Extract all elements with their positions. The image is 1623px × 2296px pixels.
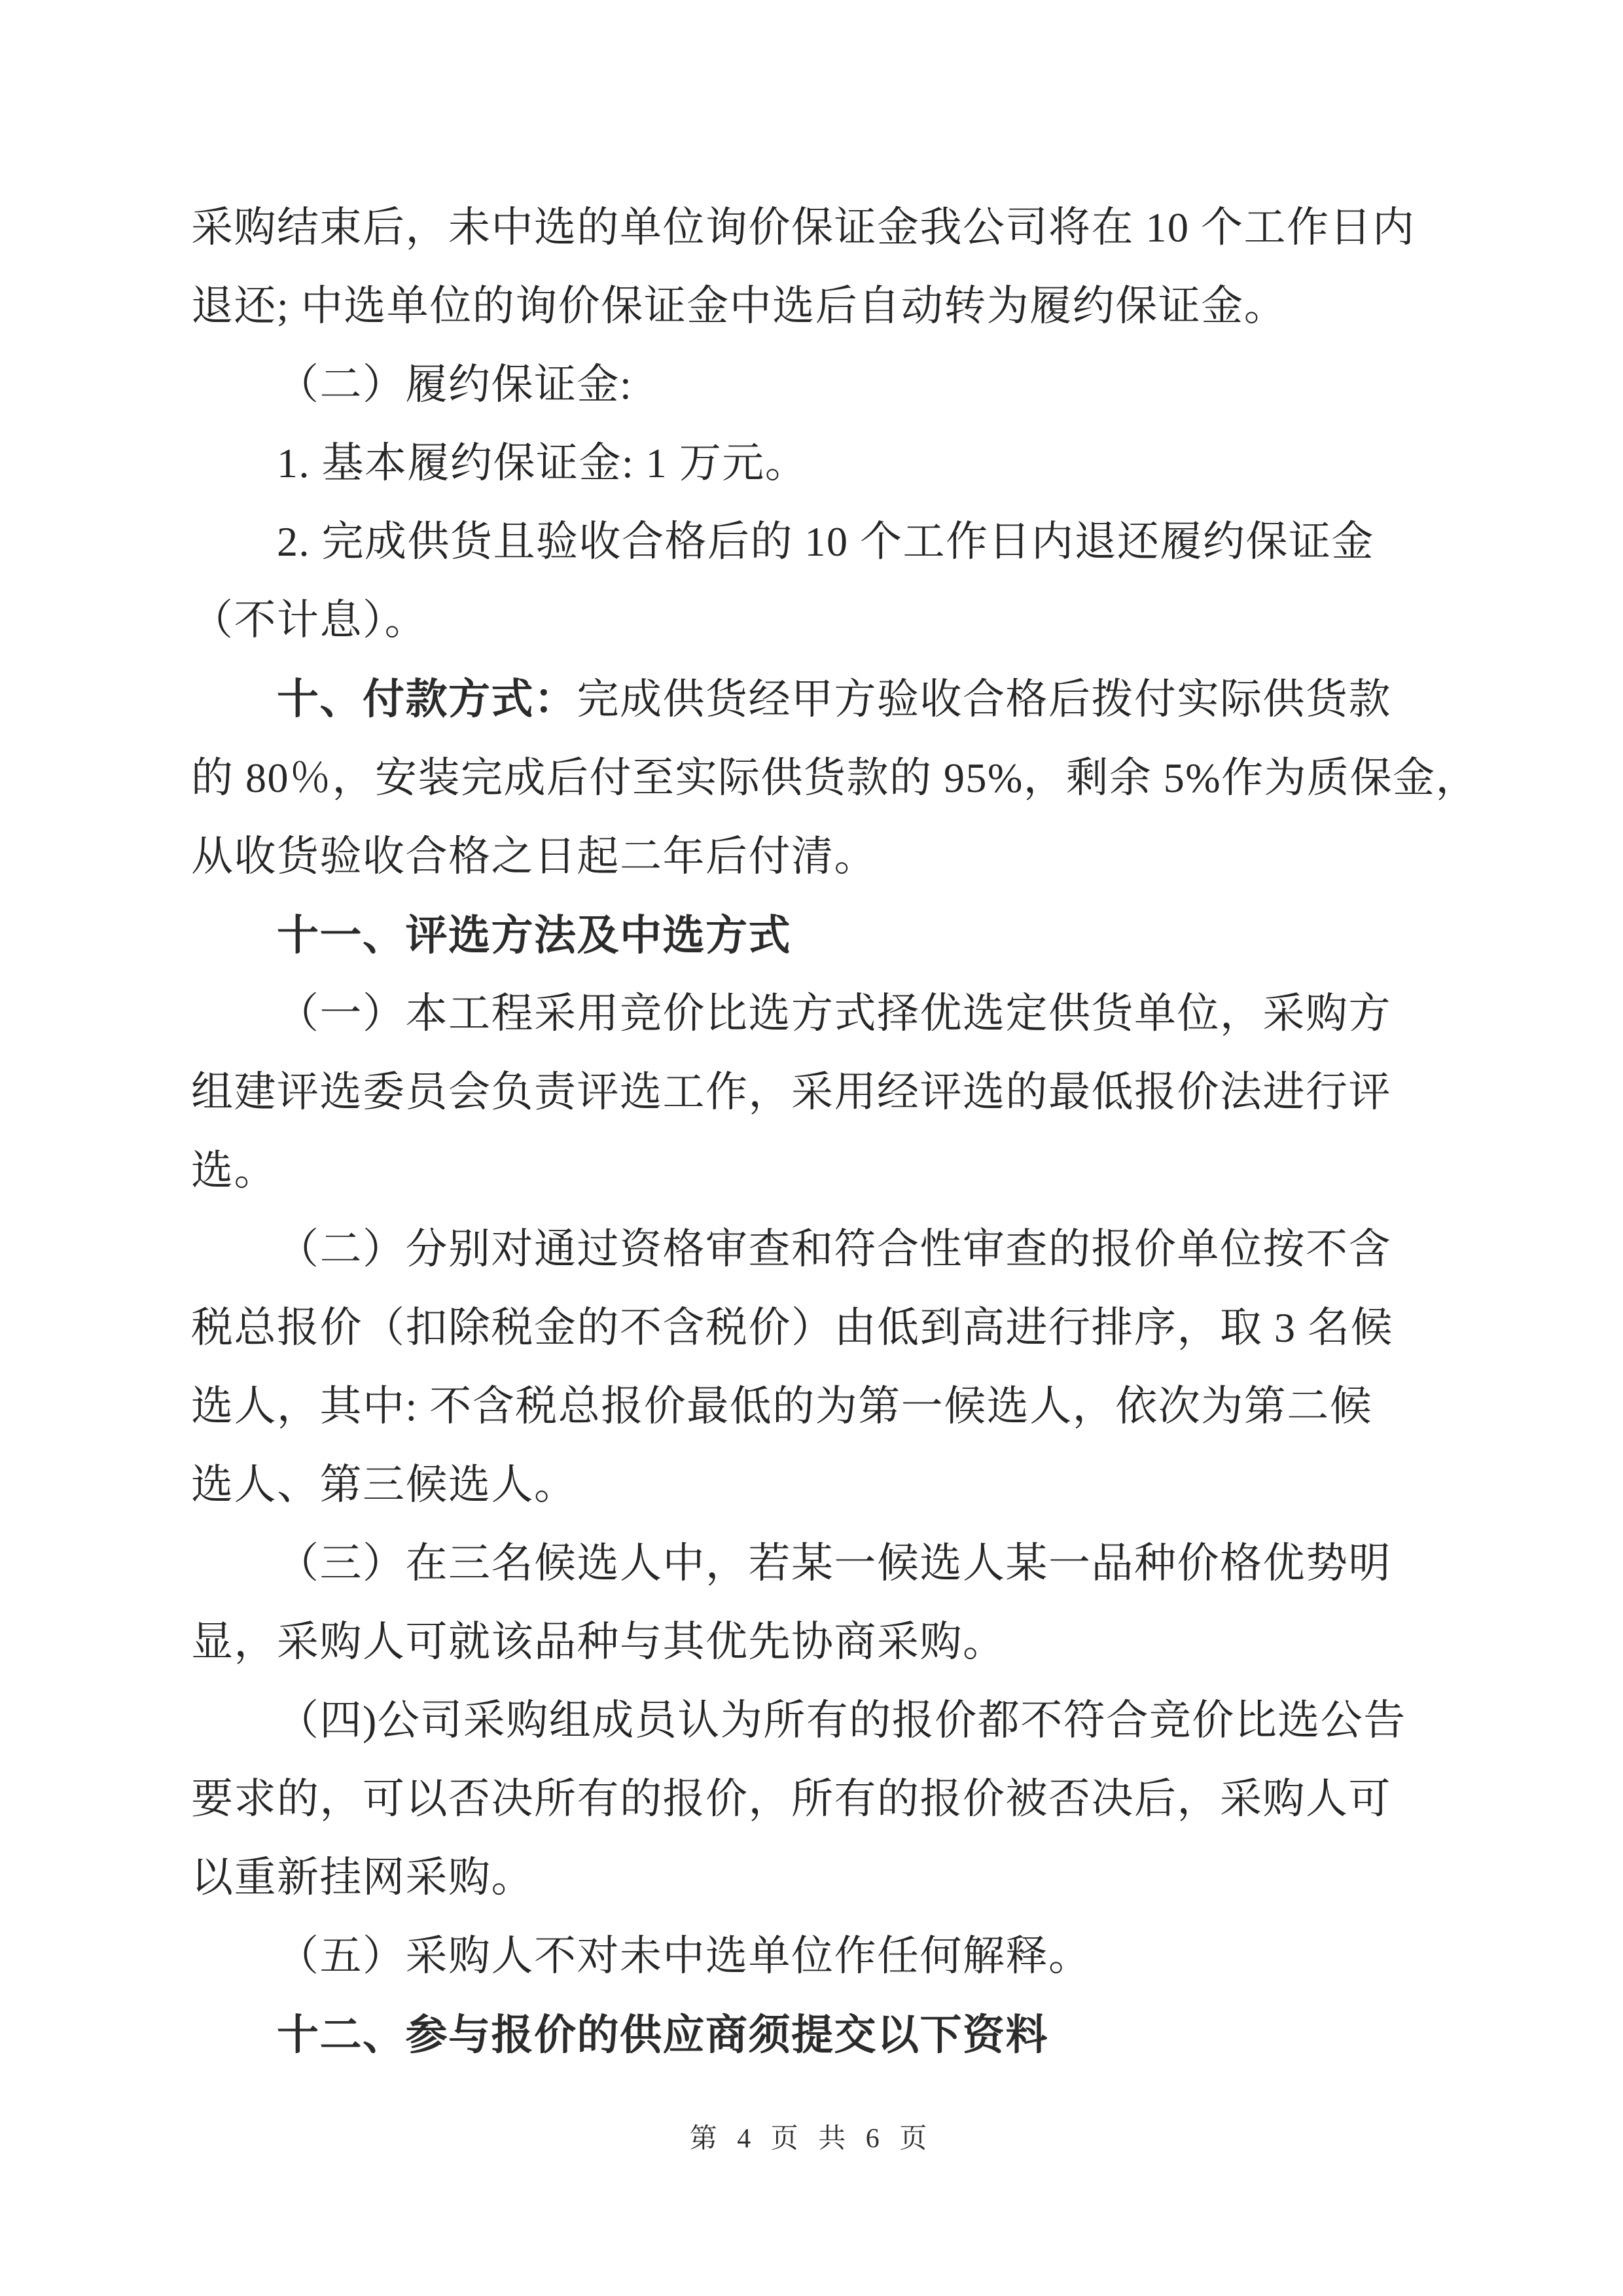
paragraph-text: 完成供货经甲方验收合格后拨付实际供货款 [577,676,1391,723]
item-5-line: （五）采购人不对未中选单位作任何解释。 [277,1933,1092,1979]
paragraph-line: 组建评选委员会负责评选工作，采用经评选的最低报价法进行评 [191,1069,1391,1115]
paragraph-line: 税总报价（扣除税金的不含税价）由低到高进行排序，取 3 名候 [191,1304,1393,1351]
paragraph-line: 的 80％，安装完成后付至实际供货款的 95%，剩余 5%作为质保金， [191,755,1479,801]
document-body [191,188,1479,2074]
paragraph-line: （不计息）。 [191,597,427,643]
item-2-performance-bond: （二）履约保证金: [277,361,633,408]
item-4-line: （四)公司采购组成员认为所有的报价都不符合竞价比选公告 [277,1697,1406,1744]
paragraph-line: 采购结束后，未中选的单位询价保证金我公司将在 10 个工作日内 [191,204,1416,251]
paragraph-line: 选。 [191,1147,277,1194]
item-3-line: （三）在三名候选人中，若某一候选人某一品种价格优势明 [277,1540,1391,1587]
section-heading-payment: 十、付款方式： [277,675,577,723]
section-heading-11-selection-method: 十一、评选方法及中选方式 [277,912,791,959]
item-2-line: （二）分别对通过资格审查和符合性审查的报价单位按不含 [277,1226,1391,1272]
paragraph-line: 要求的，可以否决所有的报价，所有的报价被否决后，采购人可 [191,1776,1391,1822]
paragraph-line: 选人，其中: 不含税总报价最低的为第一候选人，依次为第二候 [191,1383,1373,1429]
list-item-1: 1. 基本履约保证金: 1 万元。 [277,440,808,486]
paragraph-line: 退还; 中选单位的询价保证金中选后自动转为履约保证金。 [191,283,1287,329]
paragraph-line: 选人、第三候选人。 [191,1462,577,1508]
list-item-2: 2. 完成供货且验收合格后的 10 个工作日内退还履约保证金 [277,518,1374,565]
page-footer: 第 4 页 共 6 页 [689,2124,934,2154]
section-10-payment-line [191,660,1436,739]
paragraph-line: 显，采购人可就该品种与其优先协商采购。 [191,1619,1006,1665]
paragraph-line: 从收货验收合格之日起二年后付清。 [191,833,877,880]
paragraph-line: 以重新挂网采购。 [191,1854,534,1901]
section-heading-12-required-documents: 十二、参与报价的供应商须提交以下资料 [277,2011,1048,2058]
item-1-line: （一）本工程采用竞价比选方式择优选定供货单位，采购方 [277,990,1391,1037]
